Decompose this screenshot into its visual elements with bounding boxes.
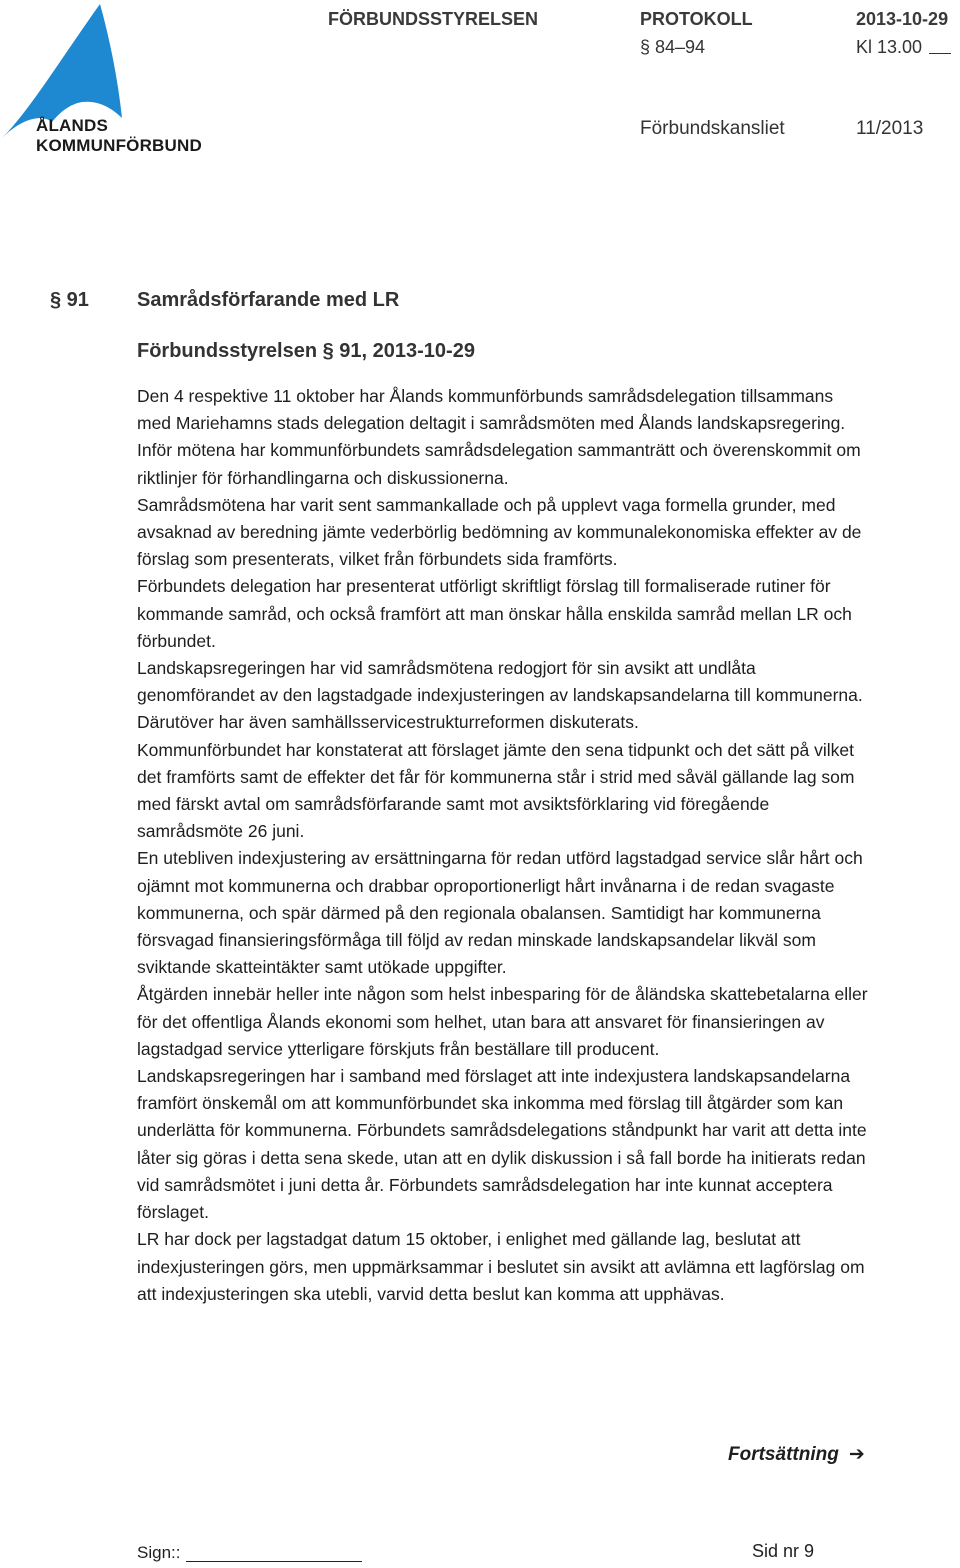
logo-line-1: ÅLANDS: [36, 116, 109, 135]
continuation-link[interactable]: [728, 1443, 865, 1466]
body-paragraph: Landskapsregeringen har vid samrådsmötena redogjort för sin avsikt att undlåta genomförandet av den lagstadgade indexjusteringen av landskapsandelarna till kommunerna. Därutöver har även samhällsservicestrukturreformen diskuterats.: [137, 658, 863, 733]
body-paragraph: Förbundets delegation har presenterat utförligt skriftligt förslag till formaliserade rutiner för kommande samråd, och också framfört att man önskar hålla enskilda samråd mellan LR och förbundet.: [137, 576, 852, 651]
sign-label: Sign::: [137, 1543, 181, 1562]
right-arrow-icon: ➔: [848, 1444, 865, 1465]
section-subheading: Förbundsstyrelsen § 91, 2013-10-29: [137, 340, 475, 362]
header-date: 2013-10-29: [856, 9, 949, 29]
body-paragraph: En utebliven indexjustering av ersättningarna för redan utförd lagstadgad service slår hårt och ojämnt mot kommunerna och drabbar oproportionerligt hårt invånarna i de redan svagaste kommunerna, och spär därmed på den regionala obalansen. Samtidigt har kommunerna försvagad finansieringsförmåga till följd av redan minskade landskapsandelar likväl som sviktande skatteintäkter samt utökade uppgifter.: [137, 848, 863, 978]
header-org: FÖRBUNDSSTYRELSEN: [328, 9, 539, 29]
section-heading: [50, 289, 400, 312]
body-paragraph: Samrådsmötena har varit sent sammankallade och på upplevt vaga formella grunder, med avsaknad av beredning jämte vederbörlig bedömning av kommunalekonomiska effekter av de förslag som presenterats, vilket från förbundets sida framförts.: [137, 494, 862, 570]
header-paragraphs: § 84–94: [640, 37, 706, 57]
body-paragraph: LR har dock per lagstadgat datum 15 oktober, i enlighet med gällande lag, beslutat att indexjusteringen görs, men uppmärksammar i beslutet sin avsikt att avlämna ett lagförslag om att indexjusteringen ska utebli, varvid detta beslut kan komma att upphävas.: [137, 1229, 865, 1304]
body-paragraph: Den 4 respektive 11 oktober har Ålands kommunförbunds samrådsdelegation tillsammans med Mariehamns stads delegation deltagit i samrådsmöten med Ålands landskapsregering.: [137, 386, 846, 434]
section-number: § 91: [50, 289, 89, 311]
header-number: 11/2013: [856, 118, 924, 139]
header-doc-type: PROTOKOLL: [640, 9, 753, 29]
header-office: Förbundskansliet: [640, 118, 785, 139]
continuation-label: Fortsättning: [728, 1444, 839, 1465]
page-number: Sid nr 9: [752, 1541, 815, 1561]
body-paragraph: Inför mötena har kommunförbundets samrådsdelegation sammanträtt och överenskommit om riktlinjer för förhandlingarna och diskussionerna.: [137, 440, 861, 488]
header-time-rule: [929, 53, 951, 54]
body-paragraph: Landskapsregeringen har i samband med förslaget att inte indexjustera landskapsandelarna framfört önskemål om att kommunförbundet ska inkomma med förslag till åtgärder som kan underlätta för kommunerna. Förbundets samrådsdelegations ståndpunkt har varit att detta inte låter sig göras i detta sena skede, utan att en dylik diskussion i så fall borde ha initierats redan vid samrådsmötet i juni detta år. Förbundets samrådsdelegation har inte kunnat acceptera förslaget.: [137, 1066, 867, 1223]
body-text: [137, 383, 872, 1308]
body-paragraph: Åtgärden innebär heller inte någon som helst inbesparing för de åländska skattebetalarna eller för det offentliga Ålands ekonomi som helhet, utan bara att ansvaret för finansieringen av lagstadgad service ytterligare förskjuts från beställare till producent.: [137, 984, 868, 1059]
logo-wordmark: [36, 116, 202, 156]
logo-line-2: KOMMUNFÖRBUND: [36, 136, 202, 155]
body-paragraph: Kommunförbundet har konstaterat att förslaget jämte den sena tidpunkt och det sätt på vilket det framförts samt de effekter det får för kommunerna står i strid med såväl gällande lag som med färskt avtal om samrådsförfarande samt mot avsiktsförklaring vid föregående samrådsmöte 26 juni.: [137, 739, 855, 842]
signature-line: [186, 1561, 362, 1562]
section-title: Samrådsförfarande med LR: [137, 289, 400, 311]
header-time: Kl 13.00: [856, 37, 923, 57]
